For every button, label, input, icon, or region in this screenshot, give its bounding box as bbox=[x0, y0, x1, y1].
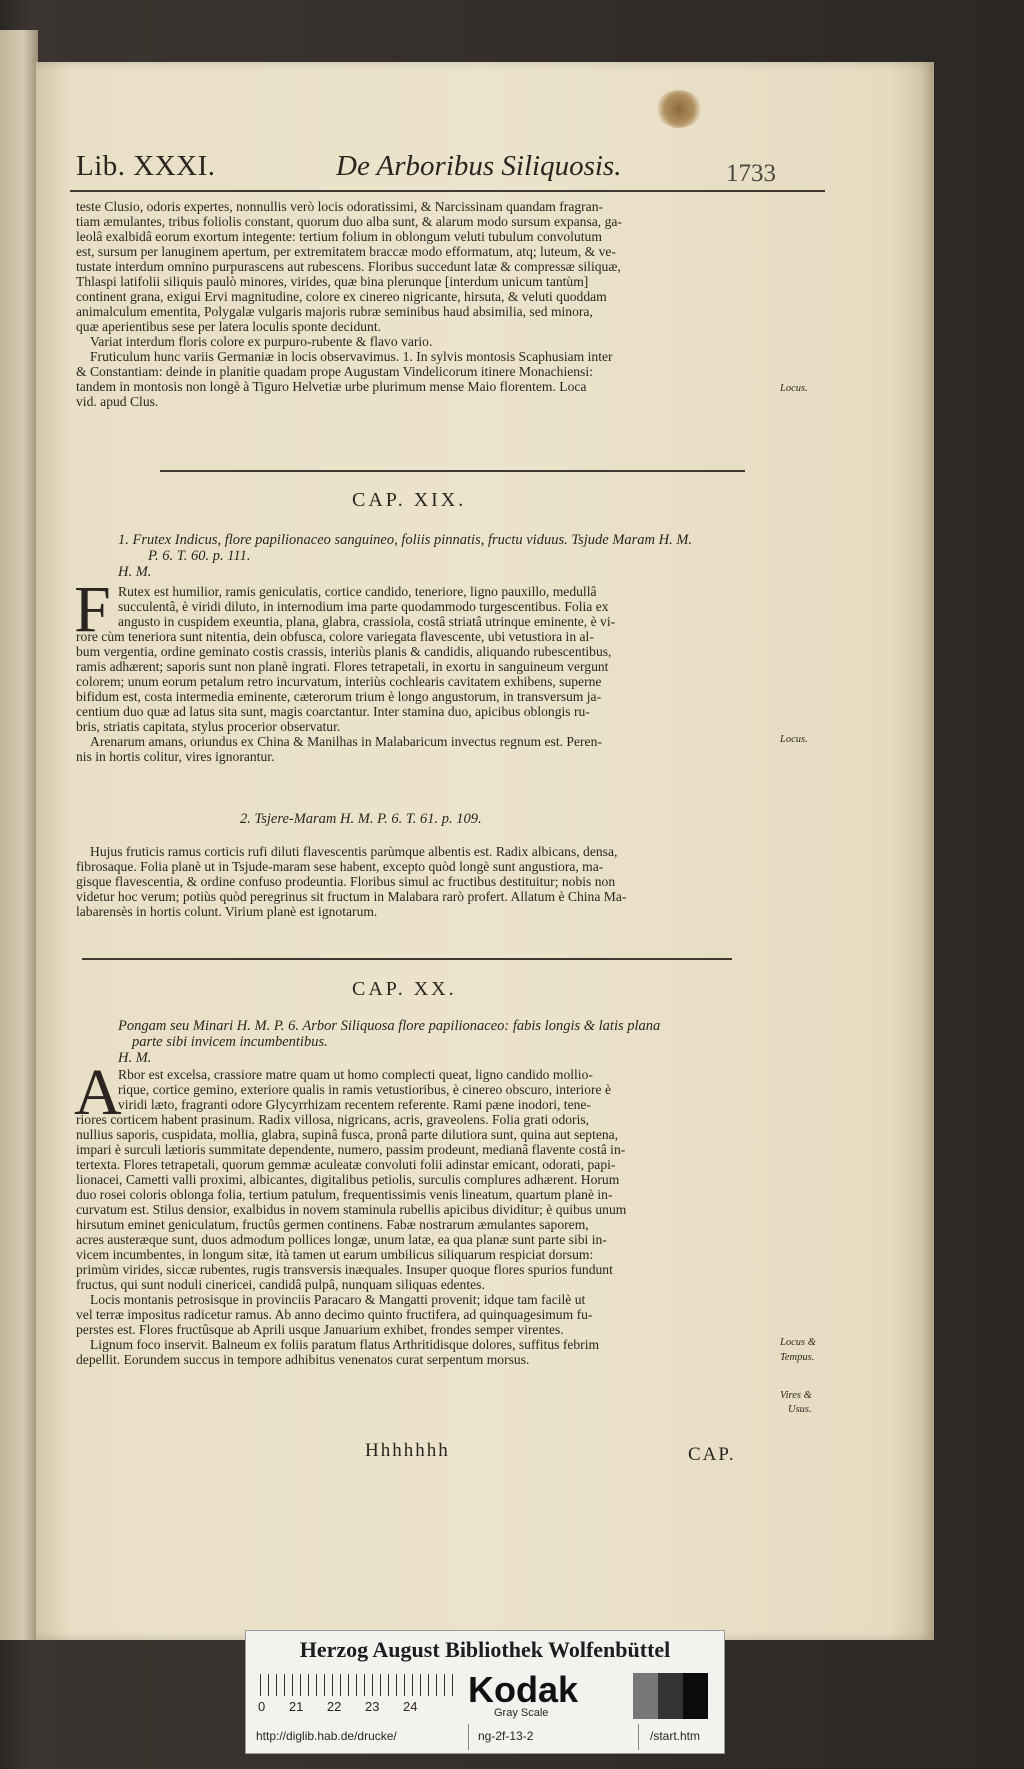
text-line: succulentâ, è viridi diluto, in internodium ima parte quodammodo turgescentibus. Folia ex bbox=[118, 599, 609, 614]
margin-note-vires: Vires & bbox=[780, 1390, 812, 1401]
entry-reference: P. 6. T. 60. p. 111. bbox=[148, 548, 251, 564]
text-line: teste Clusio, odoris expertes, nonnullis verò locis odoratissimi, & Narcissinam quandam fragran- bbox=[76, 199, 604, 214]
entry-title: 1. Frutex Indicus, flore papilionaceo sanguineo, foliis pinnatis, fructu viduus. Tsjude Maram H. M. bbox=[118, 532, 693, 548]
ruler-scale bbox=[260, 1674, 460, 1696]
text-line: bifidum est, costa intermedia eminente, cæterorum trium è longo angustorum, in transversum ja- bbox=[76, 689, 602, 704]
header-rule bbox=[70, 190, 825, 192]
text-line: Locis montanis petrosisque in provinciis Paracaro & Mangatti provenit; idque tam facilè ut bbox=[90, 1292, 586, 1307]
text-line: centium duo quæ ad latus sita sunt, magis coarctantur. Inter stamina duo, apicibus oblongis ru- bbox=[76, 704, 590, 719]
source-url: http://diglib.hab.de/drucke/ bbox=[256, 1729, 397, 1743]
text-line: depellit. Eorundem succus in tempore adhibitus venenatos curat serpentum morsus. bbox=[76, 1352, 530, 1367]
text-line: lionacei, Cametti valli proximi, albicantes, digitalibus petiolis, surculis complures adhærent. Horum bbox=[76, 1172, 620, 1187]
divider bbox=[468, 1724, 469, 1750]
entry-title-cont: parte sibi invicem incumbentibus. bbox=[132, 1034, 328, 1050]
page-number: 1733 bbox=[726, 160, 776, 187]
cap20-paragraph-head bbox=[118, 1067, 778, 1112]
book-number: Lib. XXXI. bbox=[76, 150, 216, 182]
scale-numbers: 0 21 22 23 24 bbox=[258, 1699, 418, 1714]
text-line: videtur hoc verum; potiùs quòd peregrinus sit fructum in Malabara rarò profert. Allatum è China Ma- bbox=[76, 889, 627, 904]
text-line: Rbor est excelsa, crassiore matre quam ut homo complecti queat, ligno candido mollio- bbox=[118, 1067, 593, 1082]
text-line: viridi læto, fragranti odore Glycyrrhizam recentem referente. Rami pæne inodori, tene- bbox=[118, 1097, 591, 1112]
cap19-paragraph bbox=[76, 629, 778, 764]
text-line: labarensès in hortis colunt. Virium planè est ignotarum. bbox=[76, 904, 378, 919]
text-line: vel terræ impositus radicetur ramus. Ab anno decimo quinto fructifera, ad quinquagesimum fu- bbox=[76, 1307, 593, 1322]
text-line: nullius saporis, cuspidata, mollia, glabra, supinâ fusca, pronâ parte dilutiora sunt, quina aut septena, bbox=[76, 1127, 619, 1142]
text-line: Arenarum amans, oriundus ex China & Manilhas in Malabaricum invectus regnum est. Peren- bbox=[90, 734, 602, 749]
margin-note-locus: Locus. bbox=[780, 734, 808, 745]
text-line: vid. apud Clus. bbox=[76, 394, 159, 409]
start-page: /start.htm bbox=[650, 1729, 701, 1743]
gray-patch bbox=[683, 1673, 708, 1719]
text-line: tertexta. Flores tetrapetali, quorum gemmæ aculeatæ convoluti folii adinstar emicant, odorati, papi- bbox=[76, 1157, 616, 1172]
text-line: fructus, qui sunt noduli cinericei, candidâ pulpâ, nunquam siliquas edentes. bbox=[76, 1277, 485, 1292]
section-title: De Arboribus Siliquosis. bbox=[336, 150, 622, 182]
text-line: tandem in montosis non longè à Tiguro Helvetiæ urbe plurimum mense Maio florentem. Loca bbox=[76, 379, 587, 394]
text-line: ramis adhærent; saporis sunt non planè ingrati. Flores tetrapetali, in exortu in sanguineum vergunt bbox=[76, 659, 609, 674]
text-line: impari è surculi lætioris summitate dependente, numero, passim prodeunt, medianâ flavente costâ in- bbox=[76, 1142, 626, 1157]
page-stain bbox=[656, 90, 702, 128]
drop-cap: F bbox=[74, 573, 111, 646]
gray-scale-label: Gray Scale bbox=[494, 1707, 549, 1719]
text-line: angusto in cuspidem exeuntia, plana, glabra, crassiola, costâ striatâ utrinque eminente, è vi- bbox=[118, 614, 616, 629]
text-line: & Constantiam: deinde in planitie quadam prope Augustam Vindelicorum itinere Monachiensi: bbox=[76, 364, 593, 379]
text-line: gisque flavescentia, & ordine confuso prodeuntia. Floribus simul ac fructibus destituitur; nobis non bbox=[76, 874, 616, 889]
margin-note-tempus: Tempus. bbox=[780, 1352, 815, 1363]
chapter-heading: CAP. XX. bbox=[352, 978, 457, 1000]
color-target-card bbox=[245, 1630, 725, 1754]
signature-mark: Hhhhhhh bbox=[365, 1440, 450, 1461]
text-line: curvatum est. Stilus densior, exalbidus in novem staminula rubellis apicibus dividitur; è quibus unum bbox=[76, 1202, 627, 1217]
text-line: Variat interdum floris colore ex purpuro-rubente & flavo vario. bbox=[90, 334, 433, 349]
text-line: leolâ exalbidâ eorum exortum integente: tertium folium in oblongum veluti tubulum convolutum bbox=[76, 229, 602, 244]
text-line: acres austeræque sunt, duos admodum pollices longæ, unum latæ, ea qua planæ sunt parte sibi in- bbox=[76, 1232, 607, 1247]
library-name: Herzog August Bibliothek Wolfenbüttel bbox=[299, 1637, 671, 1662]
entry-source: H. M. bbox=[118, 1050, 152, 1066]
kodak-logo: Kodak bbox=[468, 1669, 579, 1710]
text-line: primùm virides, siccæ rubentes, rugis transversis inæquales. Insuper quoque flores spurios fundunt bbox=[76, 1262, 613, 1277]
drop-cap: A bbox=[74, 1056, 122, 1129]
text-line: Hujus fruticis ramus corticis rufi diluti flavescentis parùmque albentis est. Radix albicans, densa, bbox=[90, 844, 618, 859]
text-line: riores corticem habent prasinum. Radix villosa, nigricans, acris, graveolens. Folia grati odoris, bbox=[76, 1112, 590, 1127]
text-line: duo rosei coloris oblonga folia, tertium patulum, frequentissimis venis lineatum, quartum planè in- bbox=[76, 1187, 613, 1202]
text-line: fibrosaque. Folia planè ut in Tsjude-maram sese habent, excepto quòd longè sunt angustiora, ma- bbox=[76, 859, 604, 874]
margin-note-usus: Usus. bbox=[788, 1404, 812, 1415]
text-line: hirsutum eminet geniculatum, fructûs germen continens. Fabæ nostrarum æmulantes saporem, bbox=[76, 1217, 589, 1232]
section-rule bbox=[82, 958, 732, 960]
text-line: rique, cortice gemino, exteriore qualis in ramis vetustioribus, è cinereo obscuro, interiore è bbox=[118, 1082, 611, 1097]
entry-title: 2. Tsjere-Maram H. M. P. 6. T. 61. p. 109. bbox=[240, 811, 482, 827]
text-line: Thlaspi latifolii siliquis paulò minores, virides, quæ bina plerunque [interdum unicum tantùm] bbox=[76, 274, 589, 289]
text-line: quæ aperientibus sese per latera loculis sponte decidunt. bbox=[76, 319, 382, 334]
divider bbox=[638, 1724, 639, 1750]
entry-source: H. M. bbox=[118, 564, 152, 580]
catchword: CAP. bbox=[688, 1444, 736, 1465]
text-line: vicem incumbentes, in longum sitæ, ità tamen ut earum umbilicus siliquarum respiciat dorsum: bbox=[76, 1247, 594, 1262]
intro-paragraph bbox=[76, 199, 776, 409]
text-line: bris, striatis capitata, stylus procerior observatur. bbox=[76, 719, 341, 734]
text-line: nis in hortis colitur, vires ignorantur. bbox=[76, 749, 275, 764]
section-rule bbox=[160, 470, 745, 472]
margin-note-locus: Locus. bbox=[780, 383, 808, 394]
text-line: bum vergentia, ordine geminato costis crassis, interiùs planis & candidis, aliquando rubescentibus, bbox=[76, 644, 612, 659]
facing-page-edge bbox=[0, 30, 38, 1640]
text-line: rore cùm teneriora sunt nitentia, dein obfusca, colore variegata flavescente, ubi vetustiora in al- bbox=[76, 629, 594, 644]
cap19-paragraph-head bbox=[118, 584, 778, 629]
entry-title: Pongam seu Minari H. M. P. 6. Arbor Siliquosa flore papilionaceo: fabis longis & latis plana bbox=[118, 1018, 661, 1034]
cap19-paragraph-2 bbox=[76, 844, 778, 919]
gray-patch bbox=[658, 1673, 683, 1719]
running-head bbox=[76, 150, 826, 190]
text-line: continent grana, exigui Ervi magnitudine, colore ex cinereo nigricante, hirsuta, & veluti quoddam bbox=[76, 289, 607, 304]
shelfmark: ng-2f-13-2 bbox=[478, 1729, 534, 1743]
cap20-paragraph bbox=[76, 1112, 778, 1367]
text-line: tustate interdum omnino purpurascens aut rubescens. Floribus succedunt latæ & compressæ siliquæ, bbox=[76, 259, 621, 274]
text-line: Rutex est humilior, ramis geniculatis, cortice candido, teneriore, ligno pauxillo, medullâ bbox=[118, 584, 597, 599]
text-line: colorem; unum eorum petalum retro incurvatum, interiùs cochlearis cavitatem exhibens, superne bbox=[76, 674, 602, 689]
text-line: Fruticulum hunc variis Germaniæ in locis observavimus. 1. In sylvis montosis Scaphusiam inter bbox=[90, 349, 613, 364]
text-line: est, sursum per lanuginem apertum, per extremitatem braccæ modo efformatum, atq; luteum, & ve- bbox=[76, 244, 616, 259]
chapter-heading: CAP. XIX. bbox=[352, 489, 467, 511]
text-line: animalculum ementita, Polygalæ vulgaris majoris rubræ seminibus haud absimilia, sed minora, bbox=[76, 304, 593, 319]
text-line: Lignum foco inservit. Balneum ex foliis paratum flatus Arthritidisque dolores, suffitus febrim bbox=[90, 1337, 600, 1352]
margin-note-locus: Locus & bbox=[780, 1337, 816, 1348]
text-line: tiam æmulantes, tribus foliolis constant, quorum duo alba sunt, & alarum modo sursum expansa, ga- bbox=[76, 214, 622, 229]
gray-patch bbox=[633, 1673, 658, 1719]
text-line: perstes est. Flores fructûsque ab Aprili usque Januarium exhibet, frondes semper virentes. bbox=[76, 1322, 564, 1337]
